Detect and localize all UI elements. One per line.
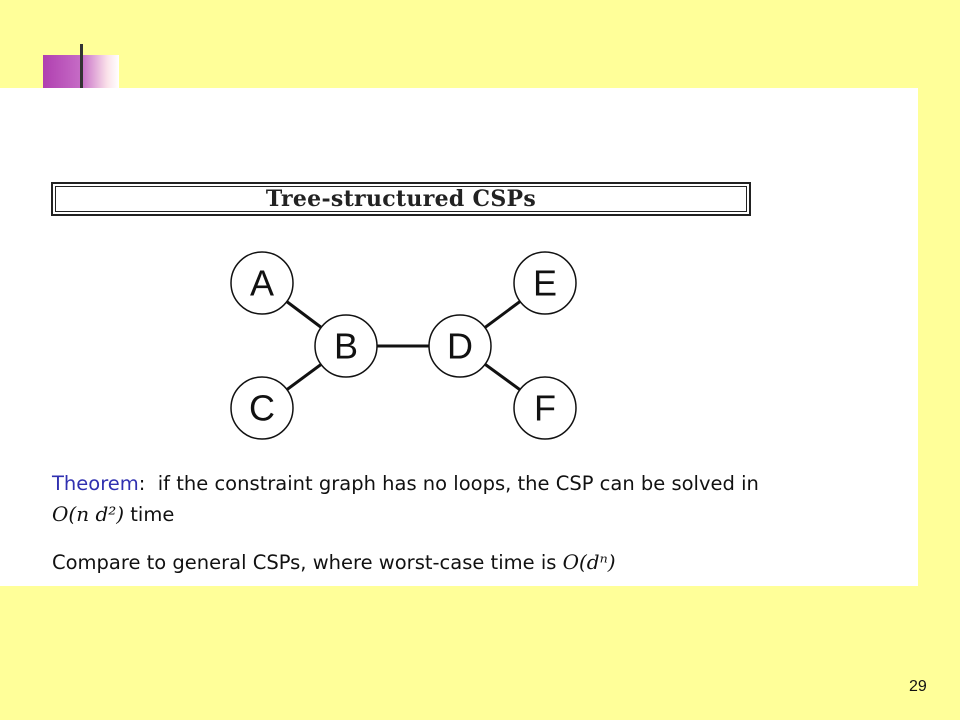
node-a-label: A <box>249 262 275 304</box>
page-number: 29 <box>909 678 927 695</box>
theorem-text: if the constraint graph has no loops, the CSP can be solved in <box>157 472 759 495</box>
compare-text: Compare to general CSPs, where worst-case time is <box>52 551 557 574</box>
theorem-label: Theorem <box>52 472 139 495</box>
theorem-colon: : <box>138 472 146 495</box>
theorem-complexity: O(n d²) <box>52 502 125 526</box>
theorem-line <box>52 472 759 495</box>
node-b-label: B <box>333 325 359 367</box>
node-f-label: F <box>534 387 556 429</box>
node-d-label: D <box>447 325 473 367</box>
compare-line <box>52 550 616 574</box>
slide-title: Tree-structured CSPs <box>265 186 537 212</box>
theorem-suffix: time <box>130 503 175 526</box>
compare-complexity: O(dⁿ) <box>562 550 616 574</box>
node-c-label: C <box>249 387 275 429</box>
node-e-label: E <box>532 262 558 304</box>
theorem-line-2 <box>52 502 174 526</box>
